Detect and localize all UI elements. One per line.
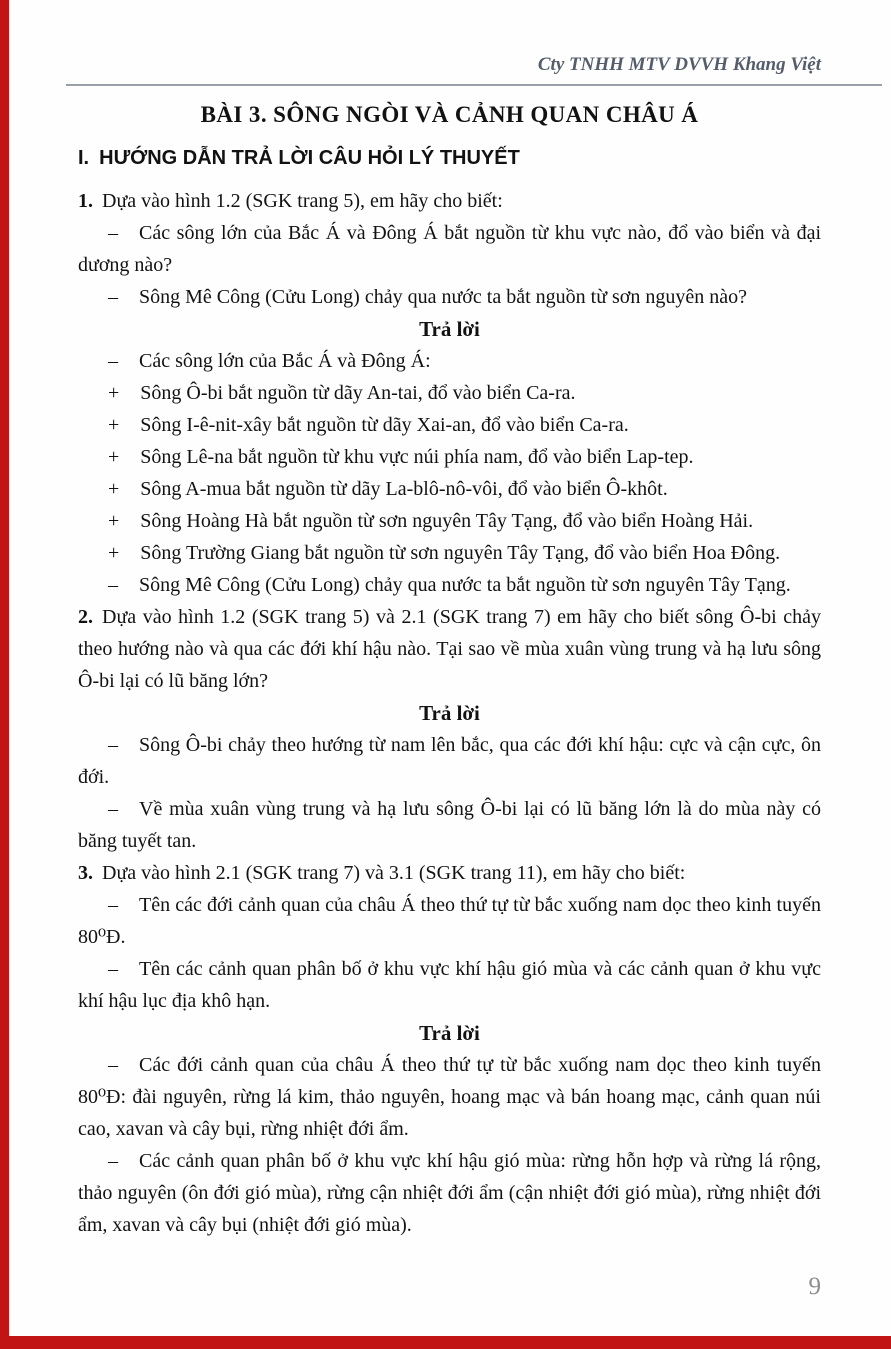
paragraph-text: Dựa vào hình 1.2 (SGK trang 5), em hãy cho biết: [102, 190, 503, 212]
list-marker: + [108, 478, 120, 500]
paragraph-text: Sông Mê Công (Cửu Long) chảy qua nước ta bắt nguồn từ sơn nguyên nào? [139, 286, 748, 308]
paragraph-text: Sông Lê-na bắt nguồn từ khu vực núi phía nam, đổ vào biển Lap-tep. [140, 446, 694, 468]
list-marker: 3. [78, 862, 93, 884]
list-marker: 2. [78, 606, 93, 628]
list-marker: – [108, 798, 118, 820]
list-item [78, 217, 821, 281]
paragraph-text: Tên các cảnh quan phân bố ở khu vực khí hậu gió mùa và các cảnh quan ở khu vực khí hậu lục địa khô hạn. [78, 958, 821, 1012]
list-item [78, 537, 821, 569]
paragraph-text: Sông Mê Công (Cửu Long) chảy qua nước ta bắt nguồn từ sơn nguyên Tây Tạng. [139, 574, 791, 596]
publisher-header: Cty TNHH MTV DVVH Khang Việt [537, 54, 821, 75]
paragraph-text: Sông I-ê-nit-xây bắt nguồn từ dãy Xai-an, đổ vào biển Ca-ra. [140, 414, 629, 436]
list-item [78, 953, 821, 1017]
paragraph-text: Sông Hoàng Hà bắt nguồn từ sơn nguyên Tây Tạng, đổ vào biển Hoàng Hải. [140, 510, 754, 532]
list-item [78, 409, 821, 441]
list-item [78, 377, 821, 409]
question-item [78, 857, 821, 889]
list-marker: + [108, 542, 120, 564]
paragraph-text: Sông A-mua bắt nguồn từ dãy La-blô-nô-vôi, đổ vào biển Ô-khôt. [140, 478, 668, 500]
bottom-accent-bar [0, 1336, 891, 1349]
page-number: 9 [808, 1273, 821, 1300]
paragraph-text: Sông Ô-bi bắt nguồn từ dãy An-tai, đổ vào biển Ca-ra. [140, 382, 576, 404]
list-marker: + [108, 382, 120, 404]
list-item [78, 441, 821, 473]
list-item [78, 1145, 821, 1241]
list-item [78, 345, 821, 377]
list-marker: + [108, 510, 120, 532]
list-item [78, 889, 821, 953]
page-content [78, 40, 821, 1241]
section-heading [78, 145, 821, 172]
paragraph-text: Về mùa xuân vùng trung và hạ lưu sông Ô-bi lại có lũ băng lớn là do mùa này có băng tuyết tan. [78, 798, 821, 852]
list-item [78, 473, 821, 505]
section-marker: I. [78, 147, 90, 169]
paragraph-text: Tên các đới cảnh quan của châu Á theo thứ tự từ bắc xuống nam dọc theo kinh tuyến 80⁰Đ. [78, 894, 821, 948]
list-marker: – [108, 286, 118, 308]
list-item [78, 1049, 821, 1145]
section-heading-text: HƯỚNG DẪN TRẢ LỜI CÂU HỎI LÝ THUYẾT [99, 147, 520, 169]
list-item [78, 281, 821, 313]
paragraph-text: Dựa vào hình 2.1 (SGK trang 7) và 3.1 (SGK trang 11), em hãy cho biết: [102, 862, 686, 884]
list-marker: – [108, 574, 118, 596]
question-item [78, 185, 821, 217]
list-marker: – [108, 734, 118, 756]
paragraph-text: Dựa vào hình 1.2 (SGK trang 5) và 2.1 (SGK trang 7) em hãy cho biết sông Ô-bi chảy theo hướng nào và qua các đới khí hậu nào. Tại sao về mùa xuân vùng trung và hạ lưu sông Ô-bi lại có lũ băng lớn? [78, 606, 821, 692]
list-marker: + [108, 414, 120, 436]
list-marker: + [108, 446, 120, 468]
paragraph-text: Các sông lớn của Bắc Á và Đông Á: [139, 350, 431, 372]
answer-heading: Trả lời [419, 1021, 480, 1045]
list-item [78, 569, 821, 601]
paragraph-text: Các sông lớn của Bắc Á và Đông Á bắt nguồn từ khu vực nào, đổ vào biển và đại dương nào? [78, 222, 821, 276]
list-item [78, 505, 821, 537]
page-title: BÀI 3. SÔNG NGÒI VÀ CẢNH QUAN CHÂU Á [200, 102, 699, 127]
list-item [78, 793, 821, 857]
question-item [78, 601, 821, 697]
list-marker: – [108, 958, 118, 980]
list-item [78, 729, 821, 793]
list-marker: 1. [78, 190, 93, 212]
left-accent-bar [0, 0, 9, 1349]
paragraph-text: Sông Trường Giang bắt nguồn từ sơn nguyên Tây Tạng, đổ vào biển Hoa Đông. [140, 542, 781, 564]
paragraph-text: Các cảnh quan phân bố ở khu vực khí hậu gió mùa: rừng hỗn hợp và rừng lá rộng, thảo nguyên (ôn đới gió mùa), rừng cận nhiệt đới ẩm (cận nhiệt đới gió mùa), rừng nhiệt đới ẩm, xavan và cây bụi (nhiệt đới gió mùa). [78, 1150, 821, 1236]
body-text [78, 185, 821, 1241]
answer-heading: Trả lời [419, 317, 480, 341]
list-marker: – [108, 894, 118, 916]
answer-heading: Trả lời [419, 701, 480, 725]
paragraph-text: Sông Ô-bi chảy theo hướng từ nam lên bắc, qua các đới khí hậu: cực và cận cực, ôn đới. [78, 734, 821, 788]
list-marker: – [108, 1054, 118, 1076]
list-marker: – [108, 222, 118, 244]
paragraph-text: Các đới cảnh quan của châu Á theo thứ tự từ bắc xuống nam dọc theo kinh tuyến 80⁰Đ: đài nguyên, rừng lá kim, thảo nguyên, hoang mạc và bán hoang mạc, cảnh quan núi cao, xavan và cây bụi, rừng nhiệt đới ẩm. [78, 1054, 821, 1140]
list-marker: – [108, 1150, 118, 1172]
list-marker: – [108, 350, 118, 372]
